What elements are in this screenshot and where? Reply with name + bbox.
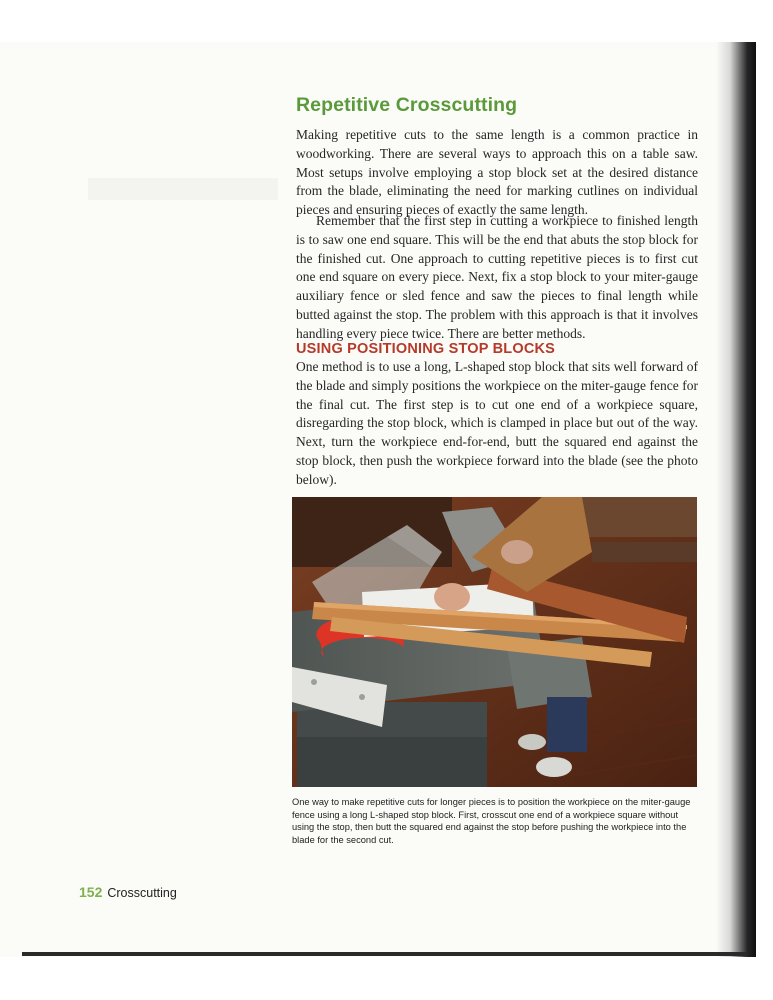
page-footer (79, 884, 177, 902)
section-title: Repetitive Crosscutting (296, 94, 518, 116)
page-bottom-edge (22, 952, 747, 956)
subsection-title: USING POSITIONING STOP BLOCKS (296, 341, 556, 357)
body-paragraph-2: Remember that the first step in cutting a workpiece to finished length is to saw one end square. This will be the end that abuts the stop block for the finished cut. One approach to cutting repetitive pieces is to first cut one end square on every piece. Next, fix a stop block to your miter-gauge auxiliary fence or sled fence and saw the pieces to final length while butted against the stop. The problem with this approach is that it involves handling every piece twice. There are better methods. (296, 213, 698, 341)
footer-section-title: Crosscutting (107, 886, 177, 900)
body-paragraph-1: Making repetitive cuts to the same length is a common practice in woodworking. There are several ways to approach this on a table saw. Most setups involve employing a stop block set at the desired distance from the blade, eliminating the need for marking cutlines on individual pieces and ensuring pieces of exactly the same length. (296, 127, 698, 218)
photo-caption: One way to make repetitive cuts for longer pieces is to position the workpiece on the miter-gauge fence using a long L-shaped stop block. First, crosscut one end of a workpiece square without using the stop, then butt the squared end against the stop before pushing the workpiece into the blade for the second cut. (292, 797, 691, 845)
subsection-paragraph: One method is to use a long, L-shaped stop block that sits well forward of the blade and simply positions the workpiece on the miter-gauge fence for the final cut. The first step is to cut one end of a workpiece square, disregarding the stop block, which is clamped in place but out of the way. Next, turn the workpiece end-for-end, butt the squared end against the stop block, then push the workpiece forward into the blade (see the photo below). (296, 359, 698, 487)
bleed-through-shadow (88, 178, 278, 200)
table-saw-illustration (292, 497, 697, 787)
page-number: 152 (79, 884, 103, 900)
table-saw-photo (292, 497, 697, 787)
book-spine-shadow (716, 42, 756, 957)
